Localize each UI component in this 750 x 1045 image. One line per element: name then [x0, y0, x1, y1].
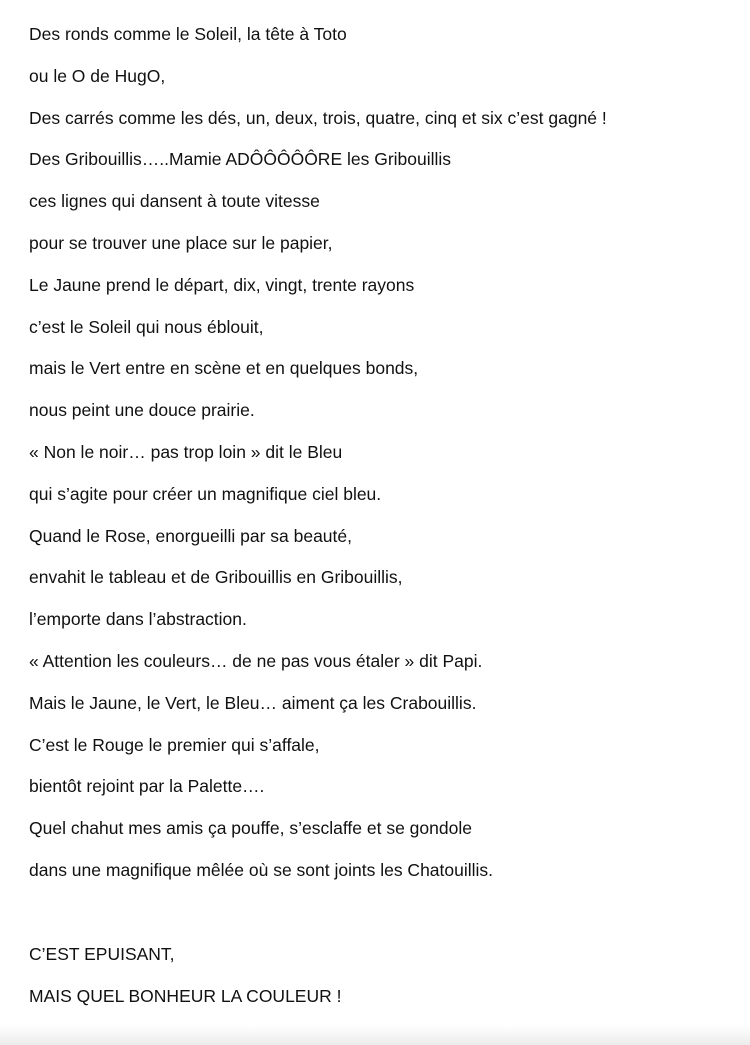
- poem-line-14: envahit le tableau et de Gribouillis en Gribouillis,: [29, 567, 403, 587]
- poem-line-13: Quand le Rose, enorgueilli par sa beauté,: [29, 526, 352, 546]
- poem-line-20: Quel chahut mes amis ça pouffe, s’esclaffe et se gondole: [29, 818, 472, 838]
- poem-line-6: pour se trouver une place sur le papier,: [29, 233, 333, 253]
- poem-line-18: C’est le Rouge le premier qui s’affale,: [29, 735, 320, 755]
- poem-line-11: « Non le noir… pas trop loin » dit le Bleu: [29, 442, 343, 462]
- page-bottom-shadow: [0, 1025, 750, 1045]
- poem-line-10: nous peint une douce prairie.: [29, 400, 255, 420]
- closing-line-1: C’EST EPUISANT,: [29, 944, 175, 964]
- poem-line-8: c’est le Soleil qui nous éblouit,: [29, 317, 264, 337]
- poem-line-7: Le Jaune prend le départ, dix, vingt, trente rayons: [29, 275, 415, 295]
- poem-line-4: Des Gribouillis…..Mamie ADÔÔÔÔÔRE les Gribouillis: [29, 149, 452, 169]
- poem-line-12: qui s’agite pour créer un magnifique ciel bleu.: [29, 484, 382, 504]
- poem-line-16: « Attention les couleurs… de ne pas vous étaler » dit Papi.: [29, 651, 483, 671]
- closing-line-2: MAIS QUEL BONHEUR LA COULEUR !: [29, 986, 342, 1006]
- poem-line-3: Des carrés comme les dés, un, deux, trois, quatre, cinq et six c’est gagné !: [29, 108, 607, 128]
- poem-line-19: bientôt rejoint par la Palette….: [29, 776, 265, 796]
- poem-line-15: l’emporte dans l’abstraction.: [29, 609, 247, 629]
- poem-line-1: Des ronds comme le Soleil, la tête à Toto: [29, 24, 347, 44]
- poem-line-5: ces lignes qui dansent à toute vitesse: [29, 191, 320, 211]
- poem-line-2: ou le O de HugO,: [29, 66, 166, 86]
- poem-line-17: Mais le Jaune, le Vert, le Bleu… aiment ça les Crabouillis.: [29, 693, 477, 713]
- poem-line-21: dans une magnifique mêlée où se sont joints les Chatouillis.: [29, 860, 494, 880]
- poem-line-9: mais le Vert entre en scène et en quelques bonds,: [29, 358, 419, 378]
